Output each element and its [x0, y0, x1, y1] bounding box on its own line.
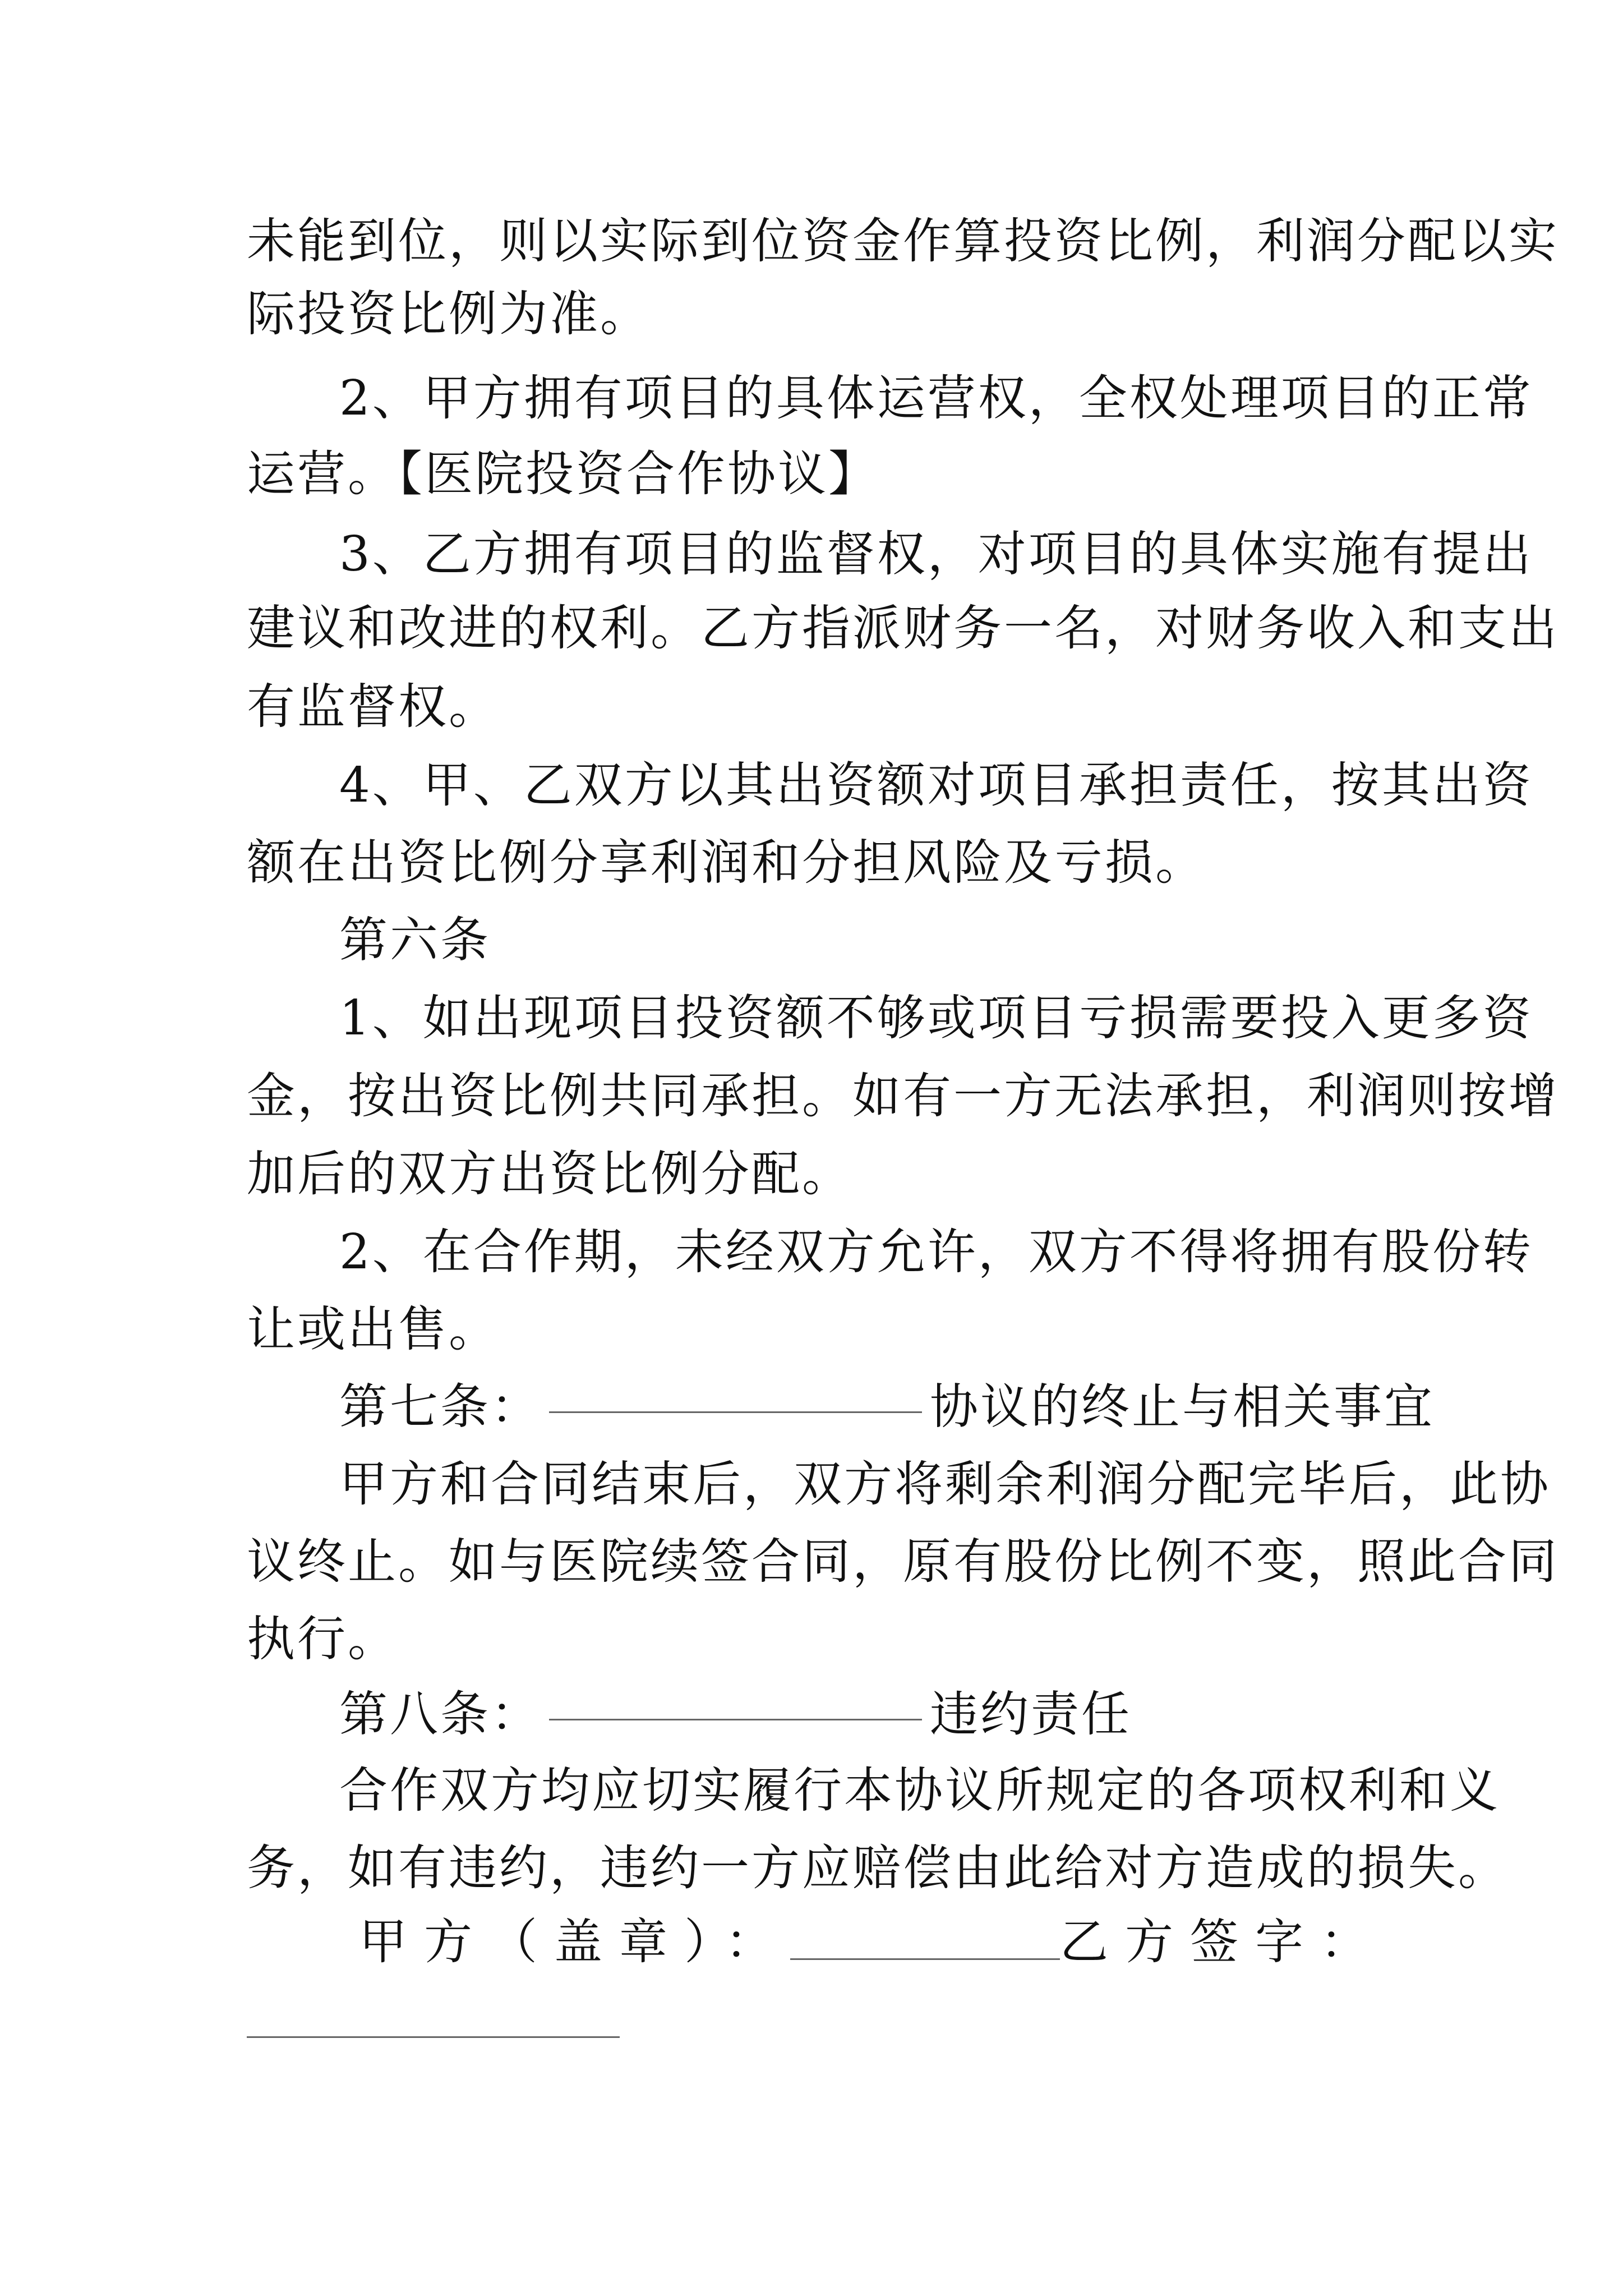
- text-line: 让或出售。: [247, 1301, 499, 1358]
- party-a-label: 甲方（盖章）：: [359, 1914, 790, 1970]
- text-line: 3、乙方拥有项目的监督权，对项目的具体实施有提出: [339, 526, 1533, 582]
- text-line: 甲方和合同结束后，双方将剩余利润分配完毕后，此协: [339, 1456, 1551, 1512]
- signature-row: [359, 1914, 1385, 1970]
- text-line: 建议和改进的权利。乙方指派财务一名，对财务收入和支出: [247, 600, 1559, 656]
- article8-title: 违约责任: [930, 1686, 1132, 1742]
- text-line: 额在出资比例分享利润和分担风险及亏损。: [247, 835, 1206, 891]
- party-b-label: 乙方签字：: [1060, 1914, 1385, 1970]
- text-line: 运营。【医院投资合作协议】: [247, 446, 879, 502]
- article8-heading: [339, 1686, 1385, 1742]
- article7-blank: [549, 1408, 922, 1413]
- text-line: 有监督权。: [247, 679, 499, 735]
- text-line: 际投资比例为准。: [247, 286, 651, 342]
- text-line: 1、如出现项目投资额不够或项目亏损需要投入更多资: [339, 990, 1533, 1046]
- article7-heading: [339, 1379, 1435, 1435]
- text-line: 加后的双方出资比例分配。: [247, 1146, 852, 1202]
- text-line: 合作双方均应切实履行本协议所规定的各项权利和义: [339, 1763, 1500, 1819]
- article7-prefix: 第七条：: [339, 1379, 541, 1435]
- party-a-signature-blank[interactable]: [790, 1925, 1060, 1960]
- text-line: 执行。: [247, 1611, 398, 1667]
- text-line: 未 能 到 位 ， 则 以 实 际 到 位 资 金 作 算 投 资 比 例 ， 利 润 分 配 以 实: [247, 213, 1559, 269]
- text-line: 2、在合作期，未经双方允许，双方不得将拥有股份转: [339, 1224, 1533, 1280]
- text-line: 4、甲、乙双方以其出资额对项目承担责任，按其出资: [339, 757, 1533, 813]
- text-line: 金，按出资比例共同承担。如有一方无法承担，利润则按增: [247, 1068, 1559, 1124]
- text-line: 议终止。如与医院续签合同，原有股份比例不变，照此合同: [247, 1534, 1559, 1590]
- article8-prefix: 第八条：: [339, 1686, 541, 1742]
- text-line: 务，如有违约，违约一方应赔偿由此给对方造成的损失。: [247, 1840, 1509, 1896]
- text-line: 2、甲方拥有项目的具体运营权，全权处理项目的正常: [339, 370, 1533, 426]
- article8-blank: [549, 1715, 922, 1720]
- party-b-signature-blank[interactable]: [247, 2031, 620, 2038]
- article7-title: 协议的终止与相关事宜: [930, 1379, 1435, 1435]
- article-heading: 第六条: [339, 912, 491, 968]
